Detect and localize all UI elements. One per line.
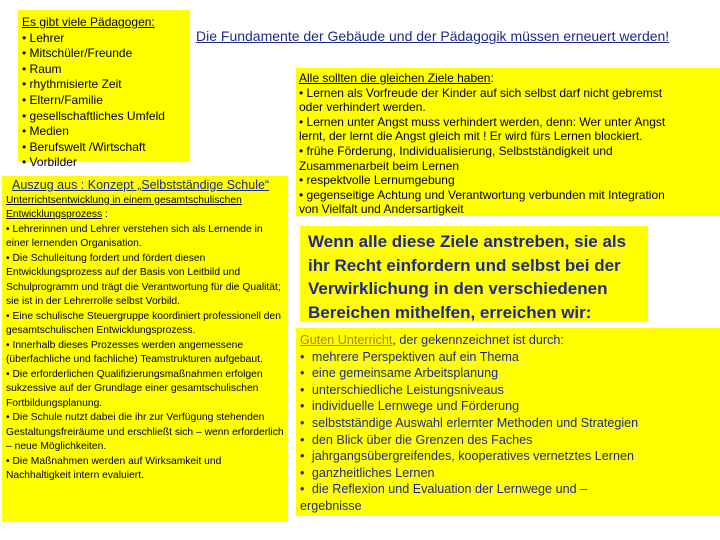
list-item: • mehrere Perspektiven auf ein Thema [300,349,720,366]
list-item: • jahrgangsübergreifendes, kooperatives vernetztes Lernen [300,448,720,465]
list-item: • respektvolle Lernumgebung [299,173,720,188]
unterricht-heading-row [300,332,720,349]
paedagogen-list [22,31,190,171]
list-item: oder verhindert werden. [299,100,426,115]
auszug-title [6,178,288,193]
list-item: • Lehrer [22,31,190,47]
list-item: • gegenseitige Achtung und Verantwortung verbunden mit Integration [299,188,720,203]
ziele-box [296,68,720,216]
list-item: lernt, der lernt die Angst gleich mit ! Er wird fürs Lernen blockiert. [299,129,643,144]
ziele-list [299,86,720,217]
auszug-subheading-suffix: : [102,209,108,220]
paedagogen-box [18,10,190,170]
list-item: • unterschiedliche Leistungsniveaus [300,382,720,399]
unterricht-list [300,349,720,498]
unterricht-last-line: ergebnisse [300,498,362,513]
auszug-paragraph: • Lehrerinnen und Lehrer verstehen sich als Lernende in einer lernenden Organisation. [6,223,263,249]
list-item: • individuelle Lernwege und Förderung [300,398,720,415]
auszug-paragraph: • Die Schule nutzt dabei die ihr zur Verfügung stehenden Gestaltungsfreiräume und erschließt sich – wenn erforderlich – neue Möglichkeiten. [6,412,284,452]
list-item: • Lernen als Vorfreude der Kinder auf sich selbst darf nicht gebremst [299,86,720,101]
auszug-paragraph: • Innerhalb dieses Prozesses werden angemessene (überfachliche und fachliche) Teamstrukturen aufgebaut. [6,339,263,365]
list-item: • Lernen unter Angst muss verhindert werden, denn: Wer unter Angst [299,115,720,130]
list-item: • Medien [22,124,190,140]
wenn-box [300,226,648,322]
unterricht-heading-suffix: , der gekennzeichnet ist durch: [392,333,564,347]
list-item: • Vorbilder [22,155,190,171]
auszug-title-text: Auszug aus : Konzept „Selbstständige Schule“ [12,178,270,192]
auszug-subheading-row [6,194,288,223]
auszug-paragraph: • Eine schulische Steuergruppe koordiniert professionell den gesamtschulischen Entwicklungsprozess. [6,310,281,336]
page-title [196,28,716,44]
list-item: • ganzheitliches Lernen [300,465,720,482]
list-item: von Vielfalt und Andersartigkeit [299,202,464,217]
unterricht-heading: Guten Unterricht [300,333,393,347]
list-item: • Raum [22,62,190,78]
auszug-box [2,176,288,522]
wenn-text: Wenn alle diese Ziele anstreben, sie als ihr Recht einfordern und selbst bei der Verwirklichung in den verschiedenen Bereichen mithelfen, erreichen wir: [308,232,627,322]
auszug-subheading: Unterrichtsentwicklung in einem gesamtschulischen Entwicklungsprozess [6,194,242,220]
list-item: • eine gemeinsame Arbeitsplanung [300,365,720,382]
auszug-paragraph: • Die Schulleitung fordert und fördert diesen Entwicklungsprozess auf der Basis von Leitbild und Schulprogramm und trägt die Verantwortung für die Qualität; sie ist in der Lehrerrolle selbst Vorbild. [6,252,281,307]
paedagogen-heading: Es gibt viele Pädagogen: [22,15,155,29]
list-item: • den Blick über die Grenzen des Faches [300,432,720,449]
ziele-heading: Alle sollten die gleichen Ziele haben [299,71,491,85]
list-item: • Mitschüler/Freunde [22,46,190,62]
unterricht-box [296,328,720,516]
list-item: • selbstständige Auswahl erlernter Methoden und Strategien [300,415,720,432]
auszug-paragraph: • Die erforderlichen Qualifizierungsmaßnahmen erfolgen sukzessive auf der Grundlage einer gesamtschulischen Fortbildungsplanung. [6,368,263,409]
list-item: • die Reflexion und Evaluation der Lernwege und – [300,481,720,498]
page-title-text: Die Fundamente der Gebäude und der Pädagogik müssen erneuert werden! [196,28,670,44]
list-item: • gesellschaftliches Umfeld [22,109,190,125]
list-item: • Berufswelt /Wirtschaft [22,140,190,156]
ziele-heading-suffix: : [490,71,494,85]
list-item: Zusammenarbeit beim Lernen [299,158,460,173]
list-item: • frühe Förderung, Individualisierung, Selbstständigkeit und [299,144,720,159]
list-item: • rhythmisierte Zeit [22,77,190,93]
auszug-paragraph: • Die Maßnahmen werden auf Wirksamkeit und Nachhaltigkeit intern evaluiert. [6,455,222,481]
ziele-heading-row [299,71,720,86]
list-item: • Eltern/Familie [22,93,190,109]
